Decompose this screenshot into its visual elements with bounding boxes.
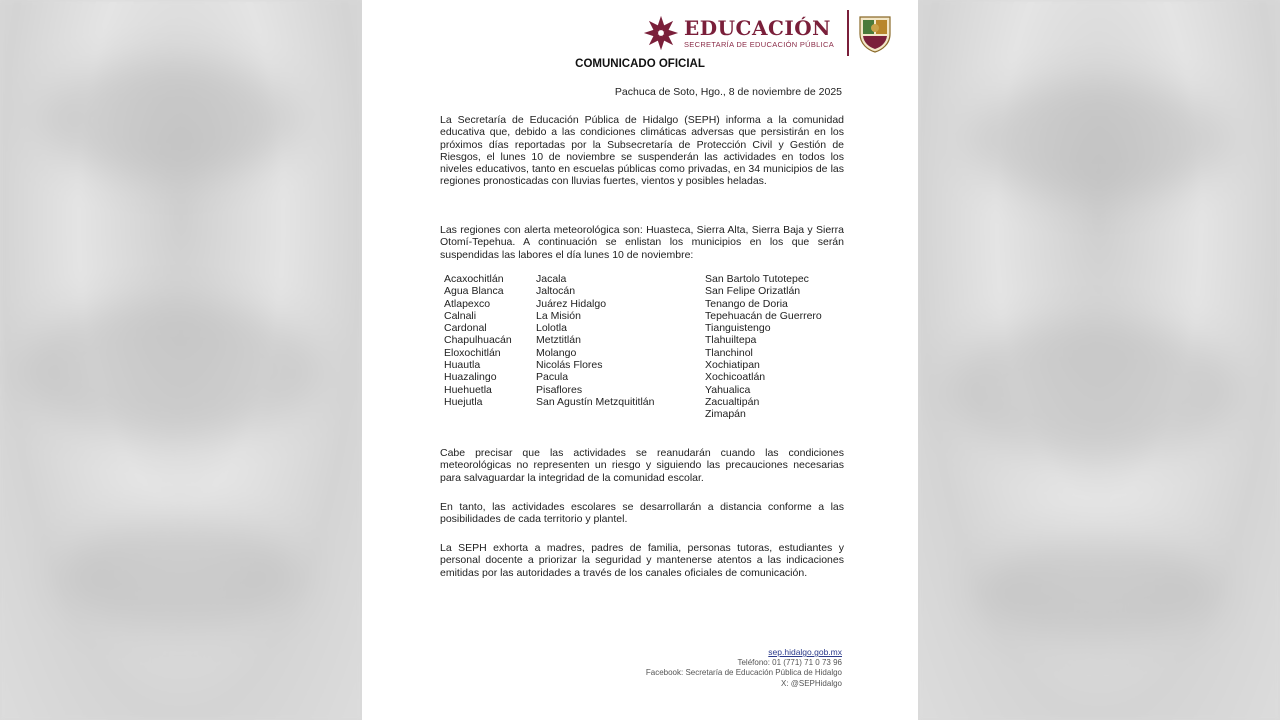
logo-divider bbox=[847, 10, 849, 56]
municipio-item: San Felipe Orizatlán bbox=[705, 285, 801, 298]
municipio-item: Huehuetla bbox=[444, 383, 492, 396]
municipio-item: Tepehuacán de Guerrero bbox=[705, 309, 822, 322]
municipio-item: Huejutla bbox=[444, 395, 483, 408]
municipio-item: Acaxochitlán bbox=[444, 273, 504, 285]
logo-subtitle: SECRETARÍA DE EDUCACIÓN PÚBLICA bbox=[684, 40, 835, 49]
municipio-item: Agua Blanca bbox=[444, 285, 504, 298]
municipio-item: Nicolás Flores bbox=[536, 359, 603, 372]
paragraph-distance: En tanto, las actividades escolares se desarrollarán a distancia conforme a las posibilidades de cada territorio y plantel. bbox=[440, 501, 844, 526]
blurred-background-right bbox=[918, 0, 1280, 720]
municipio-item: Lolotla bbox=[536, 322, 567, 335]
municipio-item: La Misión bbox=[536, 309, 581, 322]
municipio-item: Huautla bbox=[444, 359, 481, 372]
municipio-item: Jacala bbox=[536, 273, 567, 285]
logo-title: EDUCACIÓN bbox=[684, 16, 831, 40]
paragraph-intro: La Secretaría de Educación Pública de Hidalgo (SEPH) informa a la comunidad educativa que, debido a las condiciones climáticas adversas que persistirán en los próximos días reportadas por la Subsecretaría de Protección Civil y Gestión de Riesgos, el lunes 10 de noviembre se suspenderán las actividades en todos los niveles educativos, tanto en escuelas públicas como privadas, en 34 municipios de las regiones pronosticadas con lluvias fuertes, vientos y posibles heladas. bbox=[440, 114, 844, 188]
municipio-item: Pacula bbox=[536, 371, 569, 384]
paragraph-resumption: Cabe precisar que las actividades se reanudarán cuando las condiciones meteorológicas no representen un riesgo y siguiendo las precauciones necesarias para salvaguardar la integridad de la comunidad escolar. bbox=[440, 447, 844, 484]
municipio-item: Pisaflores bbox=[536, 383, 583, 396]
municipio-item: Molango bbox=[536, 346, 577, 359]
municipio-item: Huazalingo bbox=[444, 371, 497, 384]
website-link[interactable]: sep.hidalgo.gob.mx bbox=[768, 647, 842, 657]
hidalgo-shield-icon bbox=[857, 14, 893, 54]
municipio-item: San Agustín Metzquititlán bbox=[536, 395, 655, 408]
municipio-item: Tlahuiltepa bbox=[705, 334, 757, 347]
municipio-item: Calnali bbox=[444, 309, 477, 322]
municipio-item: Tianguistengo bbox=[705, 322, 771, 335]
footer-phone: Teléfono: 01 (771) 71 0 73 96 bbox=[737, 657, 842, 667]
municipio-item: Zimapán bbox=[705, 408, 746, 421]
document-title: COMUNICADO OFICIAL bbox=[575, 58, 705, 70]
paragraph-exhort: La SEPH exhorta a madres, padres de familia, personas tutoras, estudiantes y personal docente a priorizar la seguridad y mantenerse atentos a las indicaciones emitidas por las autoridades a través de los canales oficiales de comunicación. bbox=[440, 542, 844, 579]
municipio-item: Atlapexco bbox=[444, 297, 491, 310]
municipio-item: Eloxochitlán bbox=[444, 346, 501, 359]
municipio-item: San Bartolo Tutotepec bbox=[705, 273, 809, 285]
paragraph-regions: Las regiones con alerta meteorológica son: Huasteca, Sierra Alta, Sierra Baja y Sierra Otomí-Tepehua. A continuación se enlistan los municipios en los que serán suspendidas las labores el día lunes 10 de noviembre: bbox=[440, 224, 844, 261]
municipio-item: Cardonal bbox=[444, 322, 487, 335]
municipio-item: Juárez Hidalgo bbox=[536, 297, 607, 310]
municipio-item: Zacualtipán bbox=[705, 395, 760, 408]
municipio-item: Jaltocán bbox=[536, 285, 576, 298]
date-line: Pachuca de Soto, Hgo., 8 de noviembre de 2025 bbox=[614, 86, 842, 98]
document-page bbox=[362, 0, 918, 720]
municipio-item: Yahualica bbox=[705, 383, 751, 396]
municipios-column-3 bbox=[705, 273, 822, 421]
municipio-item: Chapulhuacán bbox=[444, 334, 512, 347]
municipio-item: Tenango de Doria bbox=[705, 297, 788, 310]
municipios-column-1 bbox=[444, 273, 512, 408]
education-flower-logo-icon bbox=[642, 14, 680, 52]
municipio-item: Xochiatipan bbox=[705, 359, 760, 372]
municipio-item: Tlanchinol bbox=[705, 346, 753, 359]
document-header bbox=[642, 10, 902, 60]
footer-facebook: Facebook: Secretaría de Educación Pública de Hidalgo bbox=[645, 668, 842, 677]
blurred-background-left bbox=[0, 0, 362, 720]
municipio-item: Metztitlán bbox=[536, 334, 581, 347]
document-footer bbox=[646, 647, 842, 689]
municipios-column-2 bbox=[536, 273, 655, 408]
municipio-item: Xochicoatlán bbox=[705, 371, 766, 384]
footer-x-handle: X: @SEPHidalgo bbox=[780, 678, 842, 688]
